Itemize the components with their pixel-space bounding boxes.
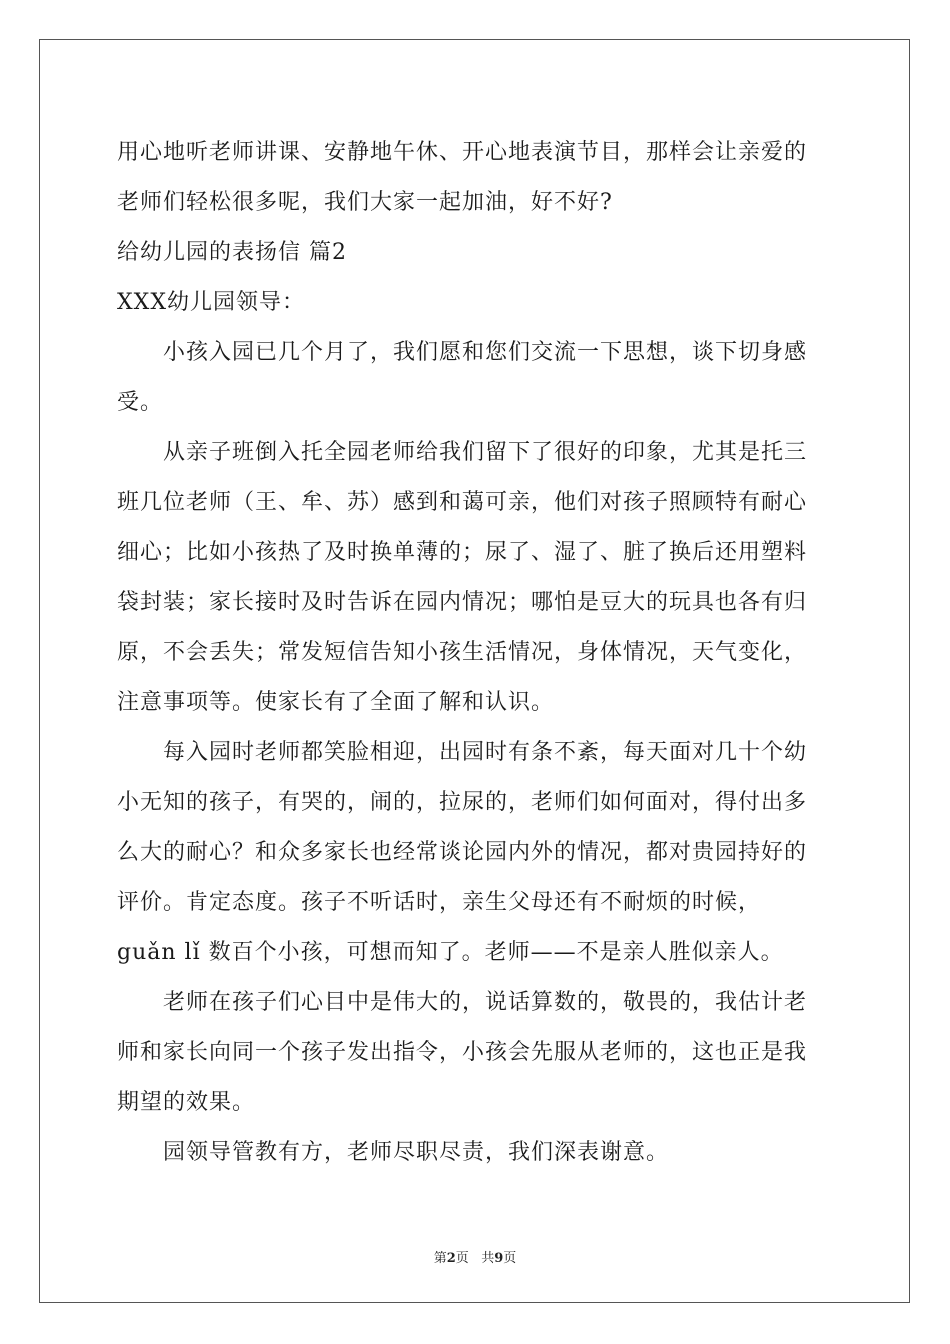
text-line: 注意事项等。使家长有了全面了解和认识。 (117, 690, 555, 715)
text-line: guǎn lǐ 数百个小孩，可想而知了。老师——不是亲人胜似亲人。 (117, 940, 784, 965)
text-line: 小无知的孩子，有哭的，闹的，拉尿的，老师们如何面对，得付出多 (117, 790, 808, 815)
paragraph-start: 小孩入园已几个月了，我们愿和您们交流一下思想，谈下切身感 (163, 340, 808, 365)
text-line: 期望的效果。 (117, 1090, 256, 1115)
text-line: 师和家长向同一个孩子发出指令，小孩会先服从老师的，这也正是我 (117, 1040, 808, 1065)
page-footer (0, 1247, 950, 1266)
text-line: 细心；比如小孩热了及时换单薄的；尿了、湿了、脏了换后还用塑料 (117, 540, 808, 565)
current-page-number: 2 (446, 1251, 456, 1266)
text-line: 老师们轻松很多呢，我们大家一起加油，好不好? (117, 190, 613, 215)
text-line: 评价。肯定态度。孩子不听话时，亲生父母还有不耐烦的时候， (117, 890, 762, 915)
text-line: 原，不会丢失；常发短信告知小孩生活情况，身体情况，天气变化， (117, 640, 808, 665)
total-page-count: 9 (494, 1251, 504, 1266)
text-line: 袋封装；家长接时及时告诉在园内情况；哪怕是豆大的玩具也各有归 (117, 590, 808, 615)
section-heading: 给幼儿园的表扬信 篇2 (117, 240, 347, 265)
salutation: XXX幼儿园领导： (117, 290, 305, 315)
footer-prefix: 第 (433, 1251, 447, 1266)
text-line: 班几位老师（王、牟、苏）感到和蔼可亲，他们对孩子照顾特有耐心 (117, 490, 808, 515)
paragraph-start: 从亲子班倒入托全园老师给我们留下了很好的印象，尤其是托三 (163, 440, 808, 465)
paragraph-start: 老师在孩子们心目中是伟大的，说话算数的，敬畏的，我估计老 (163, 990, 808, 1015)
paragraph-start: 园领导管教有方，老师尽职尽责，我们深表谢意。 (163, 1140, 670, 1165)
footer-middle: 页 共 (455, 1251, 495, 1266)
document-body (117, 128, 837, 1178)
text-line: 用心地听老师讲课、安静地午休、开心地表演节目，那样会让亲爱的 (117, 140, 808, 165)
text-line: 受。 (117, 390, 164, 415)
paragraph-start: 每入园时老师都笑脸相迎，出园时有条不紊，每天面对几十个幼 (163, 740, 808, 765)
footer-suffix: 页 (503, 1251, 517, 1266)
text-line: 么大的耐心？和众多家长也经常谈论园内外的情况，都对贵园持好的 (117, 840, 808, 865)
